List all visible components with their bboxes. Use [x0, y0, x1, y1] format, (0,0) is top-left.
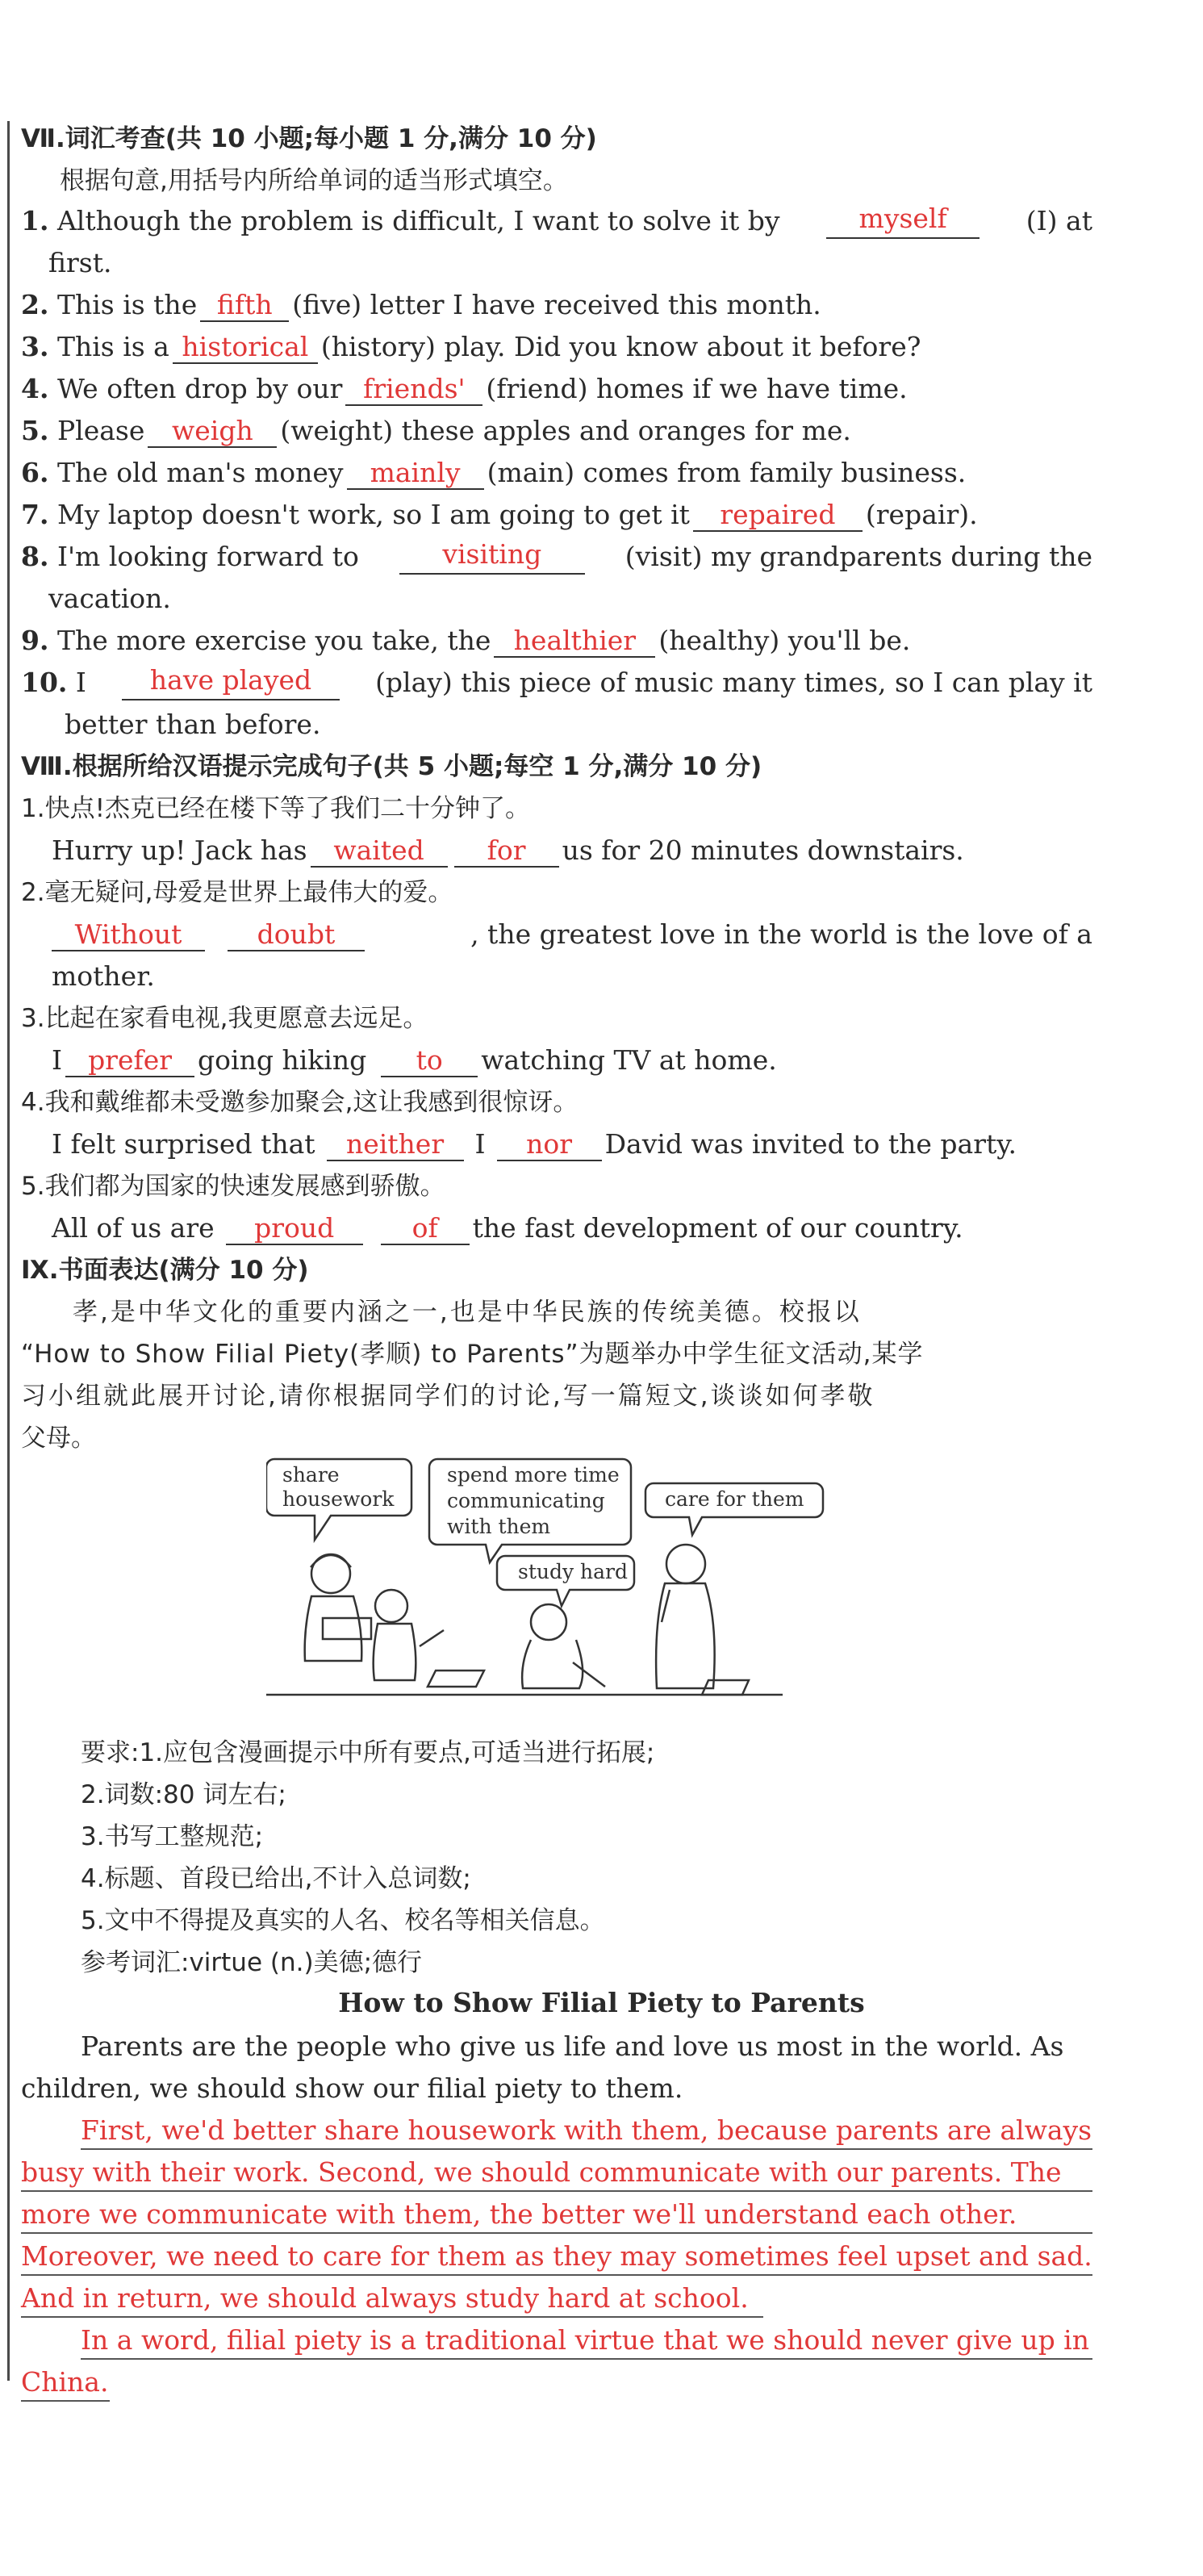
- section-7-title: Ⅶ.词汇考查(共 10 小题;每小题 1 分,满分 10 分): [21, 124, 597, 153]
- sentence-5: [52, 1211, 963, 1246]
- section-7-instruction: 根据句意,用括号内所给单词的适当形式填空。: [60, 166, 568, 195]
- q-num: 1.: [21, 205, 49, 236]
- q-text: The old man's money: [56, 457, 344, 488]
- s-text: All of us are: [52, 1212, 215, 1244]
- question-3: [21, 329, 921, 365]
- q-text: Please: [56, 415, 145, 446]
- cartoon-illustration: [266, 1453, 847, 1719]
- answer-blank[interactable]: healthier: [494, 625, 655, 658]
- q-num: 10.: [21, 667, 68, 698]
- q-text: Although the problem is difficult, I want to solve it by: [56, 205, 780, 236]
- question-8: [21, 539, 1092, 575]
- q-text: (main) comes from family business.: [487, 457, 967, 488]
- essay-answer-line-7: China.: [21, 2365, 110, 2402]
- q-text: I'm looking forward to: [56, 541, 359, 572]
- sentence-2: [48, 917, 1092, 952]
- reference-vocab: 参考词汇:virtue (n.)美德;德行: [81, 1948, 423, 1977]
- answer-blank[interactable]: visiting: [399, 539, 585, 575]
- q-num: 9.: [21, 625, 49, 656]
- q-text: (history) play. Did you know about it before?: [320, 331, 921, 362]
- question-8-cont: vacation.: [48, 583, 171, 614]
- answer-blank[interactable]: myself: [826, 203, 980, 239]
- q-text: This is a: [56, 331, 169, 362]
- s-text: Hurry up! Jack has: [52, 834, 307, 866]
- s-text: I: [474, 1128, 486, 1160]
- essay-answer-line-1: First, we'd better share housework with them, because parents are always: [81, 2113, 1092, 2150]
- answer-blank[interactable]: fifth: [200, 290, 289, 322]
- bubble-1-line-2: housework: [282, 1487, 395, 1511]
- bubble-3-text: care for them: [665, 1487, 804, 1511]
- q-text: We often drop by our: [56, 373, 343, 404]
- answer-blank[interactable]: nor: [497, 1129, 602, 1161]
- answer-blank[interactable]: for: [454, 835, 559, 868]
- bubble-4-text: study hard: [518, 1560, 629, 1583]
- requirement-5: 5.文中不得提及真实的人名、校名等相关信息。: [81, 1906, 605, 1935]
- sentence-3: [52, 1043, 777, 1078]
- question-9: [21, 623, 910, 659]
- essay-answer-line-4: Moreover, we need to care for them as they may sometimes feel upset and sad.: [21, 2239, 1092, 2276]
- answer-blank[interactable]: Without: [52, 919, 205, 951]
- question-10-cont: better than before.: [65, 709, 321, 740]
- prompt-line-3: 习小组就此展开讨论,请你根据同学们的讨论,写一篇短文,谈谈如何孝敬: [21, 1382, 875, 1411]
- q-text: (healthy) you'll be.: [658, 625, 911, 656]
- s-text: the fast development of our country.: [472, 1212, 963, 1244]
- essay-answer-line-2: busy with their work. Second, we should communicate with our parents. The: [21, 2155, 1092, 2192]
- answer-blank[interactable]: doubt: [228, 919, 365, 951]
- q-text: My laptop doesn't work, so I am going to get it: [56, 499, 690, 530]
- q-num: 3.: [21, 331, 49, 362]
- prompt-line-2: “How to Show Filial Piety(孝顺) to Parents”为题举办中学生征文活动,某学: [21, 1340, 924, 1369]
- essay-answer-line-3: more we communicate with them, the better we'll understand each other.: [21, 2197, 1092, 2234]
- answer-blank[interactable]: have played: [122, 665, 340, 700]
- q-num: 4.: [21, 373, 49, 404]
- sentence-1: [52, 833, 964, 868]
- essay-answer-line-5: And in return, we should always study hard at school.: [21, 2281, 763, 2318]
- question-10: [21, 665, 1092, 700]
- requirement-1: 要求:1.应包含漫画提示中所有要点,可适当进行拓展;: [81, 1738, 655, 1767]
- answer-blank[interactable]: weigh: [148, 416, 277, 448]
- requirement-2: 2.词数:80 词左右;: [81, 1780, 286, 1809]
- s-text: I: [52, 1044, 63, 1076]
- answer-blank[interactable]: repaired: [693, 500, 863, 532]
- q-text: (weight) these apples and oranges for me.: [280, 415, 851, 446]
- q-num: 2.: [21, 289, 49, 320]
- answer-blank[interactable]: mainly: [347, 458, 484, 490]
- section-9-title: Ⅸ.书面表达(满分 10 分): [21, 1256, 309, 1285]
- bubble-2-line-2: communicating: [447, 1489, 605, 1512]
- essay-answer-line-6: In a word, filial piety is a traditional virtue that we should never give up in: [81, 2323, 1092, 2360]
- sentence-2-zh: 2.毫无疑问,母爱是世界上最伟大的爱。: [21, 878, 453, 907]
- margin-rule: [7, 121, 10, 2381]
- sentence-2-cont: mother.: [52, 960, 155, 992]
- question-4: [21, 371, 908, 407]
- question-6: [21, 455, 966, 491]
- prompt-line-4: 父母。: [21, 1424, 96, 1453]
- q-text: (I) at: [1025, 205, 1092, 236]
- q-text: (play) this piece of music many times, so I can play it: [375, 667, 1092, 698]
- sentence-5-zh: 5.我们都为国家的快速发展感到骄傲。: [21, 1172, 445, 1201]
- answer-blank[interactable]: friends': [345, 374, 482, 406]
- bubble-2-line-3: with them: [447, 1515, 551, 1538]
- s-text: going hiking: [198, 1044, 367, 1076]
- q-text: This is the: [56, 289, 198, 320]
- q-num: 7.: [21, 499, 49, 530]
- prompt-line-1: 孝,是中华文化的重要内涵之一,也是中华民族的传统美德。校报以: [73, 1298, 862, 1327]
- sentence-4-zh: 4.我和戴维都未受邀参加聚会,这让我感到很惊讶。: [21, 1088, 579, 1117]
- requirement-3: 3.书写工整规范;: [81, 1822, 264, 1851]
- s-text: , the greatest love in the world is the love of a: [470, 918, 1092, 950]
- q-num: 5.: [21, 415, 49, 446]
- answer-blank[interactable]: historical: [173, 332, 318, 364]
- s-text: David was invited to the party.: [604, 1128, 1017, 1160]
- question-5: [21, 413, 851, 449]
- q-text: (friend) homes if we have time.: [486, 373, 908, 404]
- question-1-cont: first.: [48, 247, 112, 278]
- q-text: (visit) my grandparents during the: [624, 541, 1092, 572]
- requirement-4: 4.标题、首段已给出,不计入总词数;: [81, 1864, 471, 1893]
- question-1: [21, 203, 1092, 239]
- question-7: [21, 497, 978, 533]
- s-text: I felt surprised that: [52, 1128, 315, 1160]
- sentence-1-zh: 1.快点!杰克已经在楼下等了我们二十分钟了。: [21, 794, 531, 823]
- bubble-1-line-1: share: [282, 1463, 340, 1487]
- essay-intro-line-2: children, we should show our filial piety to them.: [21, 2072, 683, 2104]
- q-text: I: [75, 667, 86, 698]
- q-num: 6.: [21, 457, 49, 488]
- s-text: watching TV at home.: [481, 1044, 777, 1076]
- q-text: The more exercise you take, the: [56, 625, 491, 656]
- answer-blank[interactable]: neither: [327, 1129, 464, 1161]
- section-8-title: Ⅷ.根据所给汉语提示完成句子(共 5 小题;每空 1 分,满分 10 分): [21, 752, 762, 781]
- q-text: (five) letter I have received this month.: [292, 289, 821, 320]
- sentence-3-zh: 3.比起在家看电视,我更愿意去远足。: [21, 1004, 428, 1033]
- q-text: (repair).: [865, 499, 978, 530]
- answer-blank[interactable]: of: [381, 1213, 470, 1245]
- s-text: us for 20 minutes downstairs.: [562, 834, 964, 866]
- sentence-4: [52, 1127, 1017, 1162]
- answer-blank[interactable]: prefer: [65, 1045, 194, 1077]
- question-2: [21, 287, 821, 323]
- essay-intro-line-1: Parents are the people who give us life and love us most in the world. As: [81, 2030, 1064, 2062]
- answer-blank[interactable]: waited: [311, 835, 448, 868]
- answer-blank[interactable]: to: [381, 1045, 478, 1077]
- bubble-2-line-1: spend more time: [447, 1463, 620, 1487]
- q-num: 8.: [21, 541, 49, 572]
- essay-title: How to Show Filial Piety to Parents: [338, 1987, 865, 2018]
- answer-blank[interactable]: proud: [226, 1213, 363, 1245]
